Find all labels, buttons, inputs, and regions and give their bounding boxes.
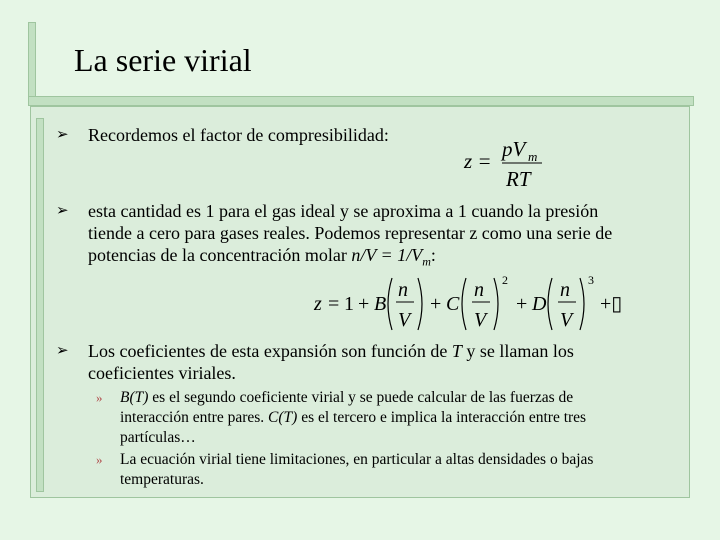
eq2-V: V xyxy=(398,309,411,331)
subbullet-B-coefficient xyxy=(96,388,674,448)
subbullet-marker-icon: » xyxy=(96,452,103,467)
subbullet-line xyxy=(120,408,674,428)
text-run: Los coeficientes de esta expansión son función de xyxy=(88,341,452,361)
text-run: y se llaman los xyxy=(461,341,574,361)
subbullet-marker-icon: » xyxy=(96,390,103,405)
eq2-B: B xyxy=(374,293,387,315)
eq2-one: 1 xyxy=(344,293,354,315)
subbullet-limitations xyxy=(96,450,674,490)
eq1-numerator-sub: m xyxy=(528,149,538,164)
bullet-text-line: coeficientes viriales. xyxy=(88,363,236,383)
eq2-equals: = xyxy=(328,293,340,315)
bullet-text-line xyxy=(88,244,676,273)
eq2-paren-left xyxy=(388,278,392,330)
eq2-n: n xyxy=(474,279,484,301)
eq2-plus: + xyxy=(430,293,442,315)
text-run: interacción entre pares. xyxy=(120,409,269,426)
bullet-arrow-icon: ➢ xyxy=(56,343,69,359)
eq2-exponent-3: 3 xyxy=(588,273,594,287)
eq2-paren-left xyxy=(462,278,466,330)
text-run-italic: T xyxy=(451,341,462,361)
text-run: es el tercero e implica la interacción entre tres xyxy=(297,409,587,426)
eq1-denominator: RT xyxy=(506,167,531,190)
eq2-paren-right xyxy=(494,278,498,330)
text-run-sub: m xyxy=(422,254,431,269)
text-run-italic: C(T) xyxy=(268,409,298,426)
text-run: potencias de la concentración molar xyxy=(88,245,352,265)
text-run: : xyxy=(430,245,436,265)
eq2-paren-right xyxy=(418,278,422,330)
eq1-numerator: pV xyxy=(502,137,526,161)
eq2-exponent-2: 2 xyxy=(502,273,508,287)
bullet-virial-coefficients xyxy=(56,340,676,384)
equation-virial xyxy=(312,272,632,334)
eq2-plus: + xyxy=(358,293,370,315)
equation-compressibility xyxy=(462,136,552,190)
text-run-italic: B(T) xyxy=(120,389,149,406)
eq2-n: n xyxy=(560,279,570,301)
eq2-V: V xyxy=(474,309,487,331)
bullet-text-line: tiende a cero para gases reales. Podemos representar z como una serie de xyxy=(88,223,613,243)
decor-horizontal-bar xyxy=(28,96,694,106)
bullet-text-line: esta cantidad es 1 para el gas ideal y se aproxima a 1 cuando la presión xyxy=(88,201,599,221)
bullet-arrow-icon: ➢ xyxy=(56,203,69,219)
decor-vertical-bar-top xyxy=(28,22,36,98)
page-title: La serie virial xyxy=(74,42,252,78)
subbullet-line: temperaturas. xyxy=(120,471,204,488)
bullet-text: Recordemos el factor de compresibilidad: xyxy=(88,125,389,145)
bullet-text-line xyxy=(88,340,676,362)
eq2-z: z xyxy=(314,293,322,315)
eq2-D: D xyxy=(532,293,547,315)
subbullet-line: La ecuación virial tiene limitaciones, en particular a altas densidades o bajas xyxy=(120,451,594,468)
eq2-n: n xyxy=(398,279,408,301)
subbullet-line xyxy=(120,388,674,408)
subbullet-line: partículas… xyxy=(120,429,196,446)
text-run: es el segundo coeficiente virial y se puede calcular de las fuerzas de xyxy=(148,389,574,406)
decor-vertical-bar-left xyxy=(36,118,44,492)
bullet-arrow-icon: ➢ xyxy=(56,127,69,143)
text-run-italic: n/V = 1/V xyxy=(351,245,423,265)
eq2-V: V xyxy=(560,309,573,331)
bullet-compressibility xyxy=(56,124,676,146)
eq2-C: C xyxy=(446,293,460,315)
eq2-plus: + xyxy=(516,293,528,315)
bullet-ideal-gas xyxy=(56,200,676,273)
eq1-lhs: z = xyxy=(464,149,492,173)
eq2-paren-right xyxy=(580,278,584,330)
eq2-tail: +▯ xyxy=(600,293,623,315)
eq2-paren-left xyxy=(548,278,552,330)
